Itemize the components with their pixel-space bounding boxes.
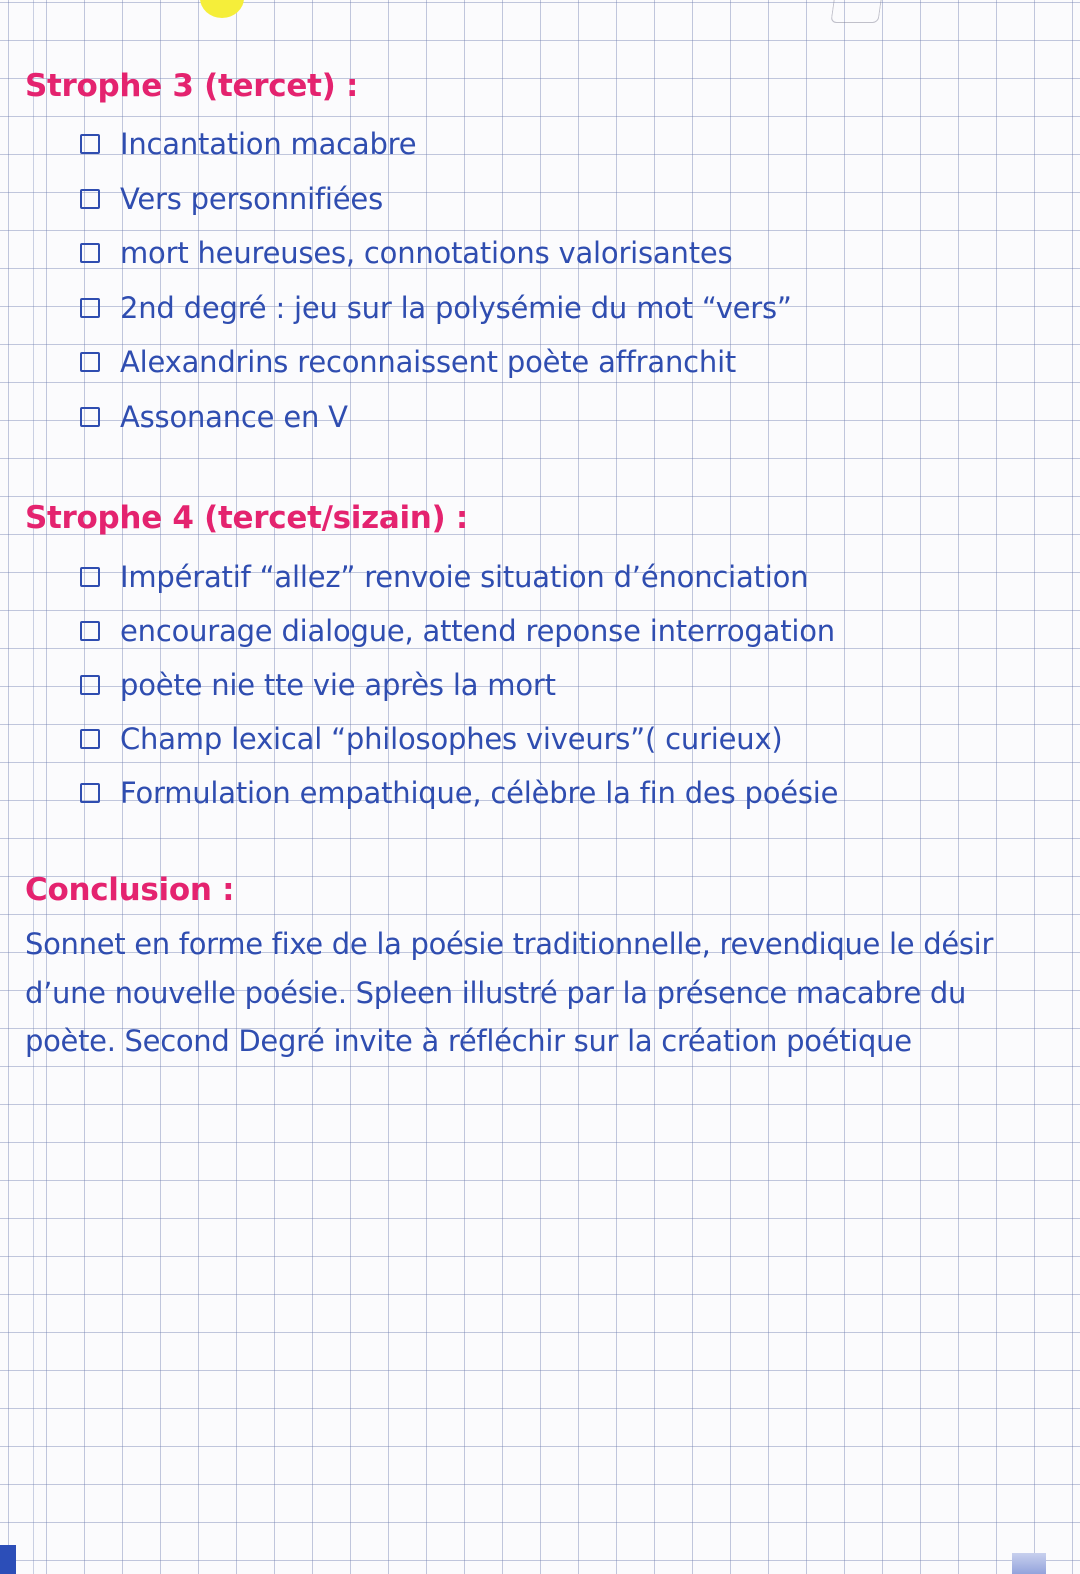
conclusion-title: Conclusion <box>25 872 212 908</box>
page-corner-tab <box>0 1545 16 1574</box>
checklist-item <box>80 172 792 227</box>
checkbox[interactable] <box>80 134 100 154</box>
conclusion-line: d’une nouvelle poésie. Spleen illustré par la présence macabre du <box>25 975 967 1010</box>
strophe3-heading <box>25 68 358 104</box>
checkbox[interactable] <box>80 352 100 372</box>
checklist-item-text: encourage dialogue, attend reponse interrogation <box>120 614 835 648</box>
conclusion-colon: : <box>222 872 235 908</box>
checklist-item <box>80 712 838 766</box>
checkbox[interactable] <box>80 729 100 749</box>
checkbox[interactable] <box>80 783 100 803</box>
yellow-highlight-mark <box>200 0 244 18</box>
strophe3-checklist <box>80 117 792 444</box>
conclusion-line: poète. Second Degré invite à réfléchir sur la création poétique <box>25 1024 912 1058</box>
strophe4-heading <box>25 500 468 536</box>
checkbox[interactable] <box>80 621 100 641</box>
checklist-item <box>80 550 838 604</box>
checklist-item <box>80 390 792 445</box>
checklist-item <box>80 766 838 820</box>
strophe4-checklist <box>80 550 838 820</box>
checklist-item-text: Impératif “allez” renvoie situation d’énonciation <box>120 560 809 594</box>
conclusion-paragraph <box>25 920 1025 1066</box>
strophe4-colon: : <box>455 500 469 536</box>
checklist-item <box>80 604 838 658</box>
checklist-item-text: Champ lexical “philosophes viveurs”( curieux) <box>120 722 783 756</box>
checkbox[interactable] <box>80 567 100 587</box>
checklist-item-text: mort heureuses, connotations valorisantes <box>120 236 733 271</box>
checklist-item-text: 2nd degré : jeu sur la polysémie du mot “vers” <box>120 290 792 325</box>
strophe4-title: Strophe 4 (tercet/sizain) <box>25 500 446 536</box>
checklist-item-text: Assonance en V <box>120 399 348 434</box>
checklist-item-text: Incantation macabre <box>120 127 417 162</box>
conclusion-heading <box>25 872 234 908</box>
checklist-item <box>80 281 792 336</box>
checklist-item-text: Alexandrins reconnaissent poète affranchit <box>120 345 737 380</box>
pencil-sketch-mark <box>830 0 881 23</box>
checkbox[interactable] <box>80 407 100 427</box>
checklist-item-text: Vers personnifiées <box>120 181 383 216</box>
margin-line <box>33 0 34 1574</box>
checkbox[interactable] <box>80 298 100 318</box>
checklist-item <box>80 335 792 390</box>
strophe3-colon: : <box>345 68 359 104</box>
checkbox[interactable] <box>80 189 100 209</box>
checkbox[interactable] <box>80 675 100 695</box>
checklist-item-text: Formulation empathique, célèbre la fin des poésie <box>120 776 839 810</box>
checklist-item-text: poète nie tte vie après la mort <box>120 668 556 702</box>
checklist-item <box>80 226 792 281</box>
checklist-item <box>80 658 838 712</box>
conclusion-line: Sonnet en forme fixe de la poésie traditionnelle, revendique le désir <box>25 927 994 961</box>
page-corner-tab <box>1012 1553 1046 1574</box>
checklist-item <box>80 117 792 172</box>
strophe3-title: Strophe 3 (tercet) <box>25 68 336 104</box>
checkbox[interactable] <box>80 243 100 263</box>
